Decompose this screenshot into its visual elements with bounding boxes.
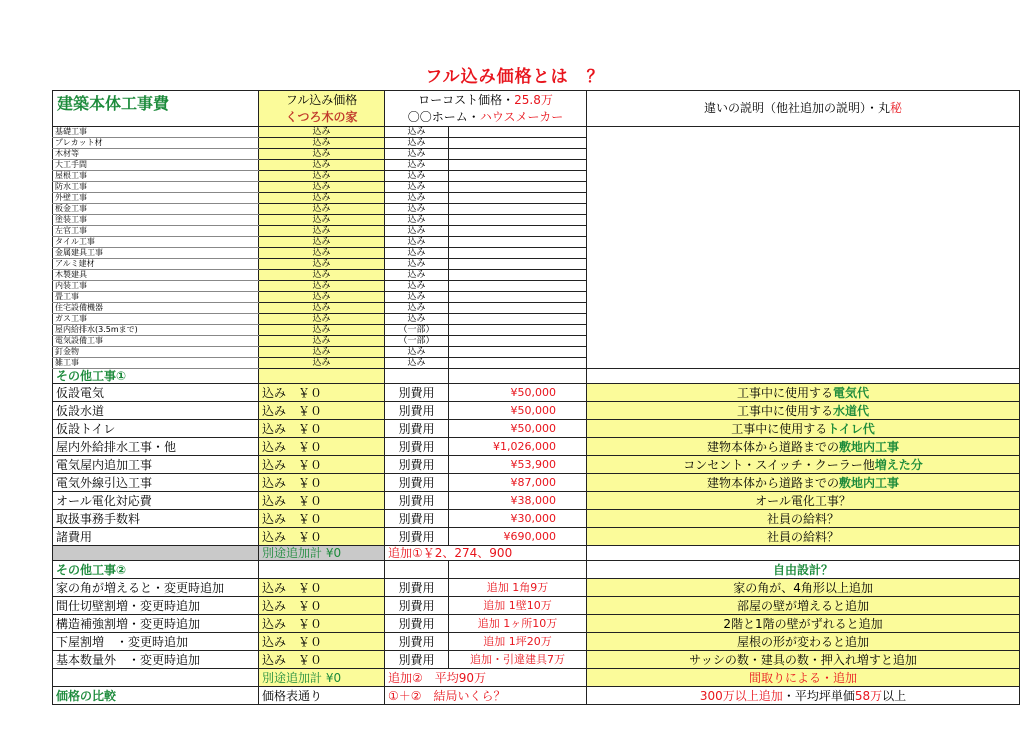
section2-row [53, 597, 1020, 615]
main-item-low-price [449, 138, 587, 149]
main-item-low: 込み [385, 127, 449, 138]
header-explanation-label: 違いの説明（他社追加の説明）・丸 [704, 101, 891, 115]
section1-header-row [53, 369, 1020, 384]
main-item-name: プレカット材 [53, 138, 259, 149]
main-item-low-price [449, 259, 587, 270]
section1-subtotal-low: 追加①￥2、274、900 [385, 546, 587, 561]
main-item-name: 塗装工事 [53, 215, 259, 226]
main-item-low-price [449, 193, 587, 204]
main-item-low: 込み [385, 270, 449, 281]
main-item-low-price [449, 270, 587, 281]
main-item-low: 込み [385, 314, 449, 325]
section1-item-full: 込み ￥０ [259, 402, 385, 420]
section1-item-price: ¥50,000 [449, 420, 587, 438]
header-lowcost-company: 〇〇ホーム・ [407, 109, 480, 124]
section1-row [53, 384, 1020, 402]
section1-item-full: 込み ￥０ [259, 510, 385, 528]
section2-item-full: 込み ￥０ [259, 579, 385, 597]
header-full-price-label: フル込み価格 [285, 92, 358, 107]
main-item-full: 込み [259, 215, 385, 226]
main-item-full: 込み [259, 347, 385, 358]
section1-item-name: 仮設水道 [53, 402, 259, 420]
section2-subtotal-full: 別途追加計 ¥0 [259, 669, 385, 687]
section1-item-note: オール電化工事？ [587, 492, 1020, 510]
section2-item-low: 別費用 [385, 633, 449, 651]
header-main-cost: 建築本体工事費 [53, 91, 259, 127]
header-full-price [259, 91, 385, 127]
main-item-full: 込み [259, 237, 385, 248]
main-item-low-price [449, 303, 587, 314]
section1-row [53, 528, 1020, 546]
section2-item-price: 追加・引違建具7万 [449, 651, 587, 669]
section2-item-price: 追加 1ヶ所10万 [449, 615, 587, 633]
main-item-low: 込み [385, 226, 449, 237]
section2-subtotal-note: 間取りによる・追加 [587, 669, 1020, 687]
section2-item-note: サッシの数・建具の数・押入れ増すと追加 [587, 651, 1020, 669]
main-item-row [53, 127, 1020, 138]
main-item-full: 込み [259, 270, 385, 281]
section1-row [53, 492, 1020, 510]
main-item-name: アルミ建材 [53, 259, 259, 270]
section2-item-low: 別費用 [385, 579, 449, 597]
header-full-price-brand: くつろ木の家 [285, 109, 358, 124]
main-item-low: 込み [385, 237, 449, 248]
main-item-name: 防水工事 [53, 182, 259, 193]
section1-item-low: 別費用 [385, 474, 449, 492]
section2-item-price: 追加 1壁10万 [449, 597, 587, 615]
section1-item-name: 仮設トイレ [53, 420, 259, 438]
compare-low: ①＋② 結局いくら？ [385, 687, 587, 705]
compare-label: 価格の比較 [53, 687, 259, 705]
main-item-low: 込み [385, 281, 449, 292]
section1-row [53, 438, 1020, 456]
section1-row [53, 456, 1020, 474]
main-item-low-price [449, 281, 587, 292]
compare-row [53, 687, 1020, 705]
main-item-full: 込み [259, 314, 385, 325]
main-item-name: 金属建具工事 [53, 248, 259, 259]
main-item-low-price [449, 336, 587, 347]
section1-item-full: 込み ￥０ [259, 528, 385, 546]
main-item-low: 込み [385, 347, 449, 358]
header-lowcost-price-value: 25.8万 [514, 92, 553, 107]
section2-subtotal-low: 追加② 平均90万 [385, 669, 587, 687]
main-item-full: 込み [259, 303, 385, 314]
main-item-low: 込み [385, 160, 449, 171]
section1-item-name: 屋内外給排水工事・他 [53, 438, 259, 456]
section1-item-low: 別費用 [385, 384, 449, 402]
section1-item-price: ¥690,000 [449, 528, 587, 546]
main-item-full: 込み [259, 281, 385, 292]
section1-item-price: ¥38,000 [449, 492, 587, 510]
header-lowcost-label: ローコスト価格・ [418, 92, 515, 107]
main-item-low: 込み [385, 292, 449, 303]
section2-item-low: 別費用 [385, 597, 449, 615]
section2-item-name: 基本数量外 ・変更時追加 [53, 651, 259, 669]
section1-item-full: 込み ￥０ [259, 474, 385, 492]
section2-item-note: 屋根の形が変わると追加 [587, 633, 1020, 651]
section1-item-low: 別費用 [385, 492, 449, 510]
main-item-low-price [449, 347, 587, 358]
main-explanation-cell [587, 127, 1020, 369]
section1-item-note: 建物本体から道路までの敷地内工事 [587, 438, 1020, 456]
section2-subtotal-row [53, 669, 1020, 687]
main-item-low-price [449, 226, 587, 237]
main-item-full: 込み [259, 336, 385, 347]
header-explanation [587, 91, 1020, 127]
price-comparison-table [52, 90, 1020, 705]
main-item-low: 込み [385, 259, 449, 270]
section2-note-header: 自由設計？ [587, 561, 1020, 579]
section1-item-price: ¥50,000 [449, 384, 587, 402]
main-item-full: 込み [259, 182, 385, 193]
main-item-low: 込み [385, 303, 449, 314]
section1-item-low: 別費用 [385, 456, 449, 474]
header-row [53, 91, 1020, 127]
main-item-name: 木材等 [53, 149, 259, 160]
section1-item-name: 取扱事務手数料 [53, 510, 259, 528]
section1-item-full: 込み ￥０ [259, 438, 385, 456]
header-lowcost-price [385, 91, 587, 127]
main-item-name: 内装工事 [53, 281, 259, 292]
main-item-low-price [449, 204, 587, 215]
section2-item-full: 込み ￥０ [259, 615, 385, 633]
main-item-low: 込み [385, 204, 449, 215]
section2-item-note: 家の角が、4角形以上追加 [587, 579, 1020, 597]
section2-row [53, 633, 1020, 651]
section2-item-price: 追加 1坪20万 [449, 633, 587, 651]
section1-item-price: ¥53,900 [449, 456, 587, 474]
section1-row [53, 510, 1020, 528]
main-item-low: 込み [385, 215, 449, 226]
main-item-name: ガス工事 [53, 314, 259, 325]
section1-row [53, 420, 1020, 438]
main-item-name: 屋根工事 [53, 171, 259, 182]
section2-row [53, 579, 1020, 597]
main-item-low-price [449, 182, 587, 193]
main-item-full: 込み [259, 204, 385, 215]
main-item-full: 込み [259, 160, 385, 171]
section2-row [53, 651, 1020, 669]
section1-item-note: 工事中に使用するトイレ代 [587, 420, 1020, 438]
main-item-low: 込み [385, 358, 449, 369]
main-item-full: 込み [259, 292, 385, 303]
section1-item-low: 別費用 [385, 438, 449, 456]
section1-item-price: ¥50,000 [449, 402, 587, 420]
section1-item-full: 込み ￥０ [259, 420, 385, 438]
section1-item-full: 込み ￥０ [259, 384, 385, 402]
section1-item-low: 別費用 [385, 510, 449, 528]
section2-item-full: 込み ￥０ [259, 651, 385, 669]
main-item-low: 込み [385, 149, 449, 160]
section1-item-name: 仮設電気 [53, 384, 259, 402]
section1-item-low: 別費用 [385, 402, 449, 420]
main-item-full: 込み [259, 248, 385, 259]
main-item-full: 込み [259, 226, 385, 237]
section2-row [53, 615, 1020, 633]
main-item-low-price [449, 358, 587, 369]
header-secret-mark: 秘 [890, 101, 903, 115]
section1-item-name: 電気外線引込工事 [53, 474, 259, 492]
main-item-name: タイル工事 [53, 237, 259, 248]
main-item-low: （一部） [385, 336, 449, 347]
main-item-name: 屋内給排水(3.5mまで) [53, 325, 259, 336]
main-item-full: 込み [259, 325, 385, 336]
section2-item-name: 構造補強割増・変更時追加 [53, 615, 259, 633]
section1-row [53, 474, 1020, 492]
main-item-name: 基礎工事 [53, 127, 259, 138]
main-item-full: 込み [259, 193, 385, 204]
section2-item-full: 込み ￥０ [259, 597, 385, 615]
section1-row [53, 402, 1020, 420]
header-lowcost-maker: ハウスメーカー [479, 109, 564, 124]
section2-item-price: 追加 1角9万 [449, 579, 587, 597]
section1-subtotal-full: 別途追加計 ¥0 [259, 546, 385, 561]
section1-item-low: 別費用 [385, 420, 449, 438]
section1-subtotal-row [53, 546, 1020, 561]
section2-item-note: 2階と1階の壁がずれると追加 [587, 615, 1020, 633]
main-item-low-price [449, 248, 587, 259]
main-item-low: 込み [385, 248, 449, 259]
main-item-full: 込み [259, 358, 385, 369]
section1-item-full: 込み ￥０ [259, 456, 385, 474]
section1-item-price: ¥87,000 [449, 474, 587, 492]
main-item-name: 住宅設備機器 [53, 303, 259, 314]
main-item-name: 電気設備工事 [53, 336, 259, 347]
page-title: フル込み価格とは ？ [425, 67, 605, 87]
main-item-low: 込み [385, 193, 449, 204]
main-item-low-price [449, 292, 587, 303]
section2-item-note: 部屋の壁が増えると追加 [587, 597, 1020, 615]
section1-item-note: 建物本体から道路までの敷地内工事 [587, 474, 1020, 492]
section2-item-full: 込み ￥０ [259, 633, 385, 651]
section1-item-note: 社員の給料？ [587, 528, 1020, 546]
section1-item-name: 諸費用 [53, 528, 259, 546]
main-item-low-price [449, 237, 587, 248]
compare-full: 価格表通り [259, 687, 385, 705]
section1-item-name: 電気屋内追加工事 [53, 456, 259, 474]
main-item-low-price [449, 314, 587, 325]
main-item-full: 込み [259, 138, 385, 149]
main-item-low: 込み [385, 171, 449, 182]
main-item-low-price [449, 171, 587, 182]
main-item-low-price [449, 215, 587, 226]
section2-title: その他工事② [53, 561, 259, 579]
section1-item-price: ¥30,000 [449, 510, 587, 528]
section1-item-low: 別費用 [385, 528, 449, 546]
main-item-low: 込み [385, 182, 449, 193]
main-item-low-price [449, 127, 587, 138]
section2-header-row [53, 561, 1020, 579]
section2-item-name: 間仕切壁割増・変更時追加 [53, 597, 259, 615]
main-item-full: 込み [259, 127, 385, 138]
main-item-low-price [449, 160, 587, 171]
section2-item-name: 家の角が増えると・変更時追加 [53, 579, 259, 597]
main-item-name: 雑工事 [53, 358, 259, 369]
main-item-name: 板金工事 [53, 204, 259, 215]
section1-item-note: 社員の給料？ [587, 510, 1020, 528]
section1-item-name: オール電化対応費 [53, 492, 259, 510]
section1-item-full: 込み ￥０ [259, 492, 385, 510]
section1-item-note: 工事中に使用する水道代 [587, 402, 1020, 420]
main-item-name: 畳工事 [53, 292, 259, 303]
section2-item-low: 別費用 [385, 615, 449, 633]
main-item-low-price [449, 325, 587, 336]
main-item-full: 込み [259, 259, 385, 270]
section1-item-note: コンセント・スイッチ・クーラー他増えた分 [587, 456, 1020, 474]
main-item-name: 左官工事 [53, 226, 259, 237]
main-item-low: 込み [385, 138, 449, 149]
main-item-low: （一部） [385, 325, 449, 336]
compare-note: 300万以上追加・平均坪単価58万以上 [587, 687, 1020, 705]
main-item-name: 釘金物 [53, 347, 259, 358]
section2-item-name: 下屋割増 ・変更時追加 [53, 633, 259, 651]
main-item-name: 木製建具 [53, 270, 259, 281]
section1-title: その他工事① [53, 369, 259, 384]
section2-item-low: 別費用 [385, 651, 449, 669]
main-item-full: 込み [259, 149, 385, 160]
section1-item-price: ¥1,026,000 [449, 438, 587, 456]
main-item-low-price [449, 149, 587, 160]
main-item-name: 外壁工事 [53, 193, 259, 204]
section1-item-note: 工事中に使用する電気代 [587, 384, 1020, 402]
main-item-name: 大工手間 [53, 160, 259, 171]
main-item-full: 込み [259, 171, 385, 182]
